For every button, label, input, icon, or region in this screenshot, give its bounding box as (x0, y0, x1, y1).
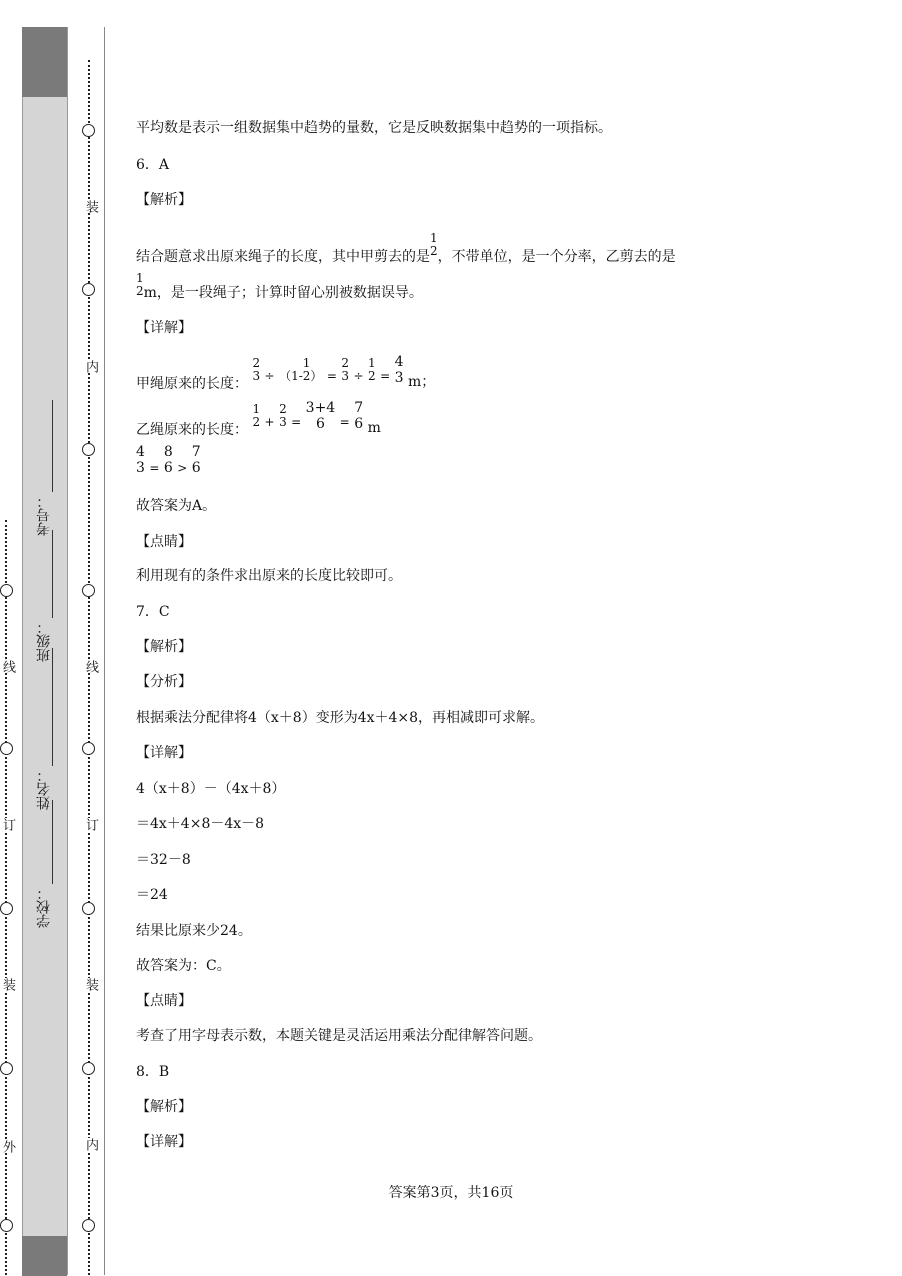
heading-jiexi: 【解析】 (136, 192, 192, 208)
conclusion-7: 故答案为：C。 (136, 958, 231, 974)
eq-sign: = (149, 461, 160, 475)
fraction-half: 1 2 (252, 402, 261, 429)
comparison (136, 444, 201, 478)
jia-calculation (136, 354, 435, 394)
unit-m: m； (407, 374, 436, 390)
page-frame-line (104, 27, 105, 1275)
inner-circle (82, 584, 95, 597)
fraction-half: 1 2 (302, 356, 311, 383)
binding-strip-top-block (22, 27, 67, 97)
fraction-half: 1 2 (136, 271, 144, 298)
inner-circle (82, 1062, 95, 1075)
inner-circle (82, 1219, 95, 1232)
paren-open: （1- (279, 369, 303, 383)
heading-xiangjie: 【详解】 (136, 1134, 192, 1150)
fraction-half: 1 2 (430, 231, 438, 258)
gt-sign: > (177, 461, 188, 475)
jia-label: 甲绳原来的长度： (136, 376, 248, 392)
paren-close: ） (310, 369, 323, 383)
heading-jiexi: 【解析】 (136, 639, 192, 655)
binding-strip-bottom-block (22, 1236, 67, 1276)
outer-label-xian: 线 (0, 660, 15, 673)
yi-calculation (136, 400, 381, 440)
div-sign: ÷ (353, 369, 364, 383)
field-examno-line[interactable] (52, 400, 53, 492)
inner-label-zhuang: 装 (83, 978, 98, 991)
inner-circle (82, 443, 95, 456)
q6-explanation-line2 (136, 272, 423, 303)
heading-jiexi: 【解析】 (136, 1099, 192, 1115)
q7-step: ＝32－8 (136, 852, 191, 868)
outer-dotted-line (5, 520, 7, 1275)
inner-circle (82, 283, 95, 296)
field-school-label: 学校： (36, 886, 52, 928)
q7-result: 结果比原来少24。 (136, 923, 252, 939)
yi-label: 乙绳原来的长度： (136, 422, 248, 438)
field-examno-label: 考号： (36, 494, 52, 536)
outer-circle (0, 902, 13, 915)
field-class-label: 班级： (36, 620, 52, 662)
answer-8: 8．B (136, 1064, 170, 1080)
fraction-two-thirds: 2 3 (341, 356, 350, 383)
inner-label-nei: 内 (83, 360, 98, 373)
outer-circle (0, 1219, 13, 1232)
q6-text-a: 结合题意求出原来绳子的长度，其中甲剪去的是 (136, 249, 430, 265)
field-name-label: 姓名： (36, 768, 52, 810)
outer-circle (0, 1062, 13, 1075)
heading-xiangjie: 【详解】 (136, 320, 192, 336)
eq-sign: = (380, 369, 391, 383)
inner-label-xian: 线 (83, 660, 98, 673)
field-class-line[interactable] (52, 530, 53, 618)
conclusion-6: 故答案为A。 (136, 498, 217, 514)
inner-label-ding: 订 (83, 818, 98, 831)
page-footer: 答案第3页，共16页 (388, 1185, 514, 1201)
fraction-seven-sixths: 7 6 (191, 444, 201, 476)
outer-circle (0, 742, 13, 755)
heading-dianjing: 【点睛】 (136, 534, 192, 550)
q7-step: ＝4x＋4×8－4x－8 (136, 816, 265, 832)
fraction-four-thirds: 4 3 (394, 354, 404, 386)
q7-step: ＝24 (136, 887, 168, 903)
q7-step: 4（x＋8）－（4x＋8） (136, 781, 286, 797)
q6-tip: 利用现有的条件求出原来的长度比较即可。 (136, 568, 402, 584)
q6-explanation-line1 (136, 232, 676, 267)
q7-explanation: 根据乘法分配律将4（x＋8）变形为4x＋4×8，再相减即可求解。 (136, 710, 545, 726)
unit-m: m (367, 420, 381, 436)
inner-circle (82, 742, 95, 755)
div-sign: ÷ (264, 369, 275, 383)
heading-fenxi: 【分析】 (136, 674, 192, 690)
fraction-seven-sixths: 7 6 (354, 400, 364, 432)
inner-label-nei: 内 (83, 1138, 98, 1151)
outer-label-wai: 外 (0, 1140, 15, 1153)
q6-text-c: m，是一段绳子；计算时留心别被数据误导。 (143, 285, 423, 301)
answer-6: 6．A (136, 157, 170, 173)
field-name-line[interactable] (52, 648, 53, 766)
outer-circle (0, 584, 13, 597)
answer-7: 7．C (136, 604, 170, 620)
fraction-eight-sixths: 8 6 (163, 444, 173, 476)
inner-label-zhuang: 装 (83, 200, 98, 213)
inner-circle (82, 124, 95, 137)
fraction-two-thirds: 2 3 (252, 356, 261, 383)
inner-circle (82, 902, 95, 915)
plus-sign: + (264, 415, 275, 429)
fraction-half: 1 2 (368, 356, 376, 383)
field-school-line[interactable] (52, 800, 53, 884)
outer-label-zhuang: 装 (0, 978, 15, 991)
fraction-two-thirds: 2 3 (279, 402, 287, 429)
fraction-three-plus-four-sixths: 3+4 6 (305, 400, 336, 432)
outer-label-ding: 订 (0, 818, 15, 831)
heading-dianjing: 【点睛】 (136, 993, 192, 1009)
q6-text-b: ，不带单位，是一个分率，乙剪去的是 (437, 249, 676, 265)
paragraph-mean-definition: 平均数是表示一组数据集中趋势的量数，它是反映数据集中趋势的一项指标。 (136, 120, 612, 136)
heading-xiangjie: 【详解】 (136, 745, 192, 761)
eq-sign: = (326, 369, 337, 383)
q7-tip: 考查了用字母表示数，本题关键是灵活运用乘法分配律解答问题。 (136, 1028, 542, 1044)
fraction-four-thirds: 4 3 (136, 444, 145, 476)
eq-sign: = (339, 415, 350, 429)
eq-sign: = (291, 415, 302, 429)
